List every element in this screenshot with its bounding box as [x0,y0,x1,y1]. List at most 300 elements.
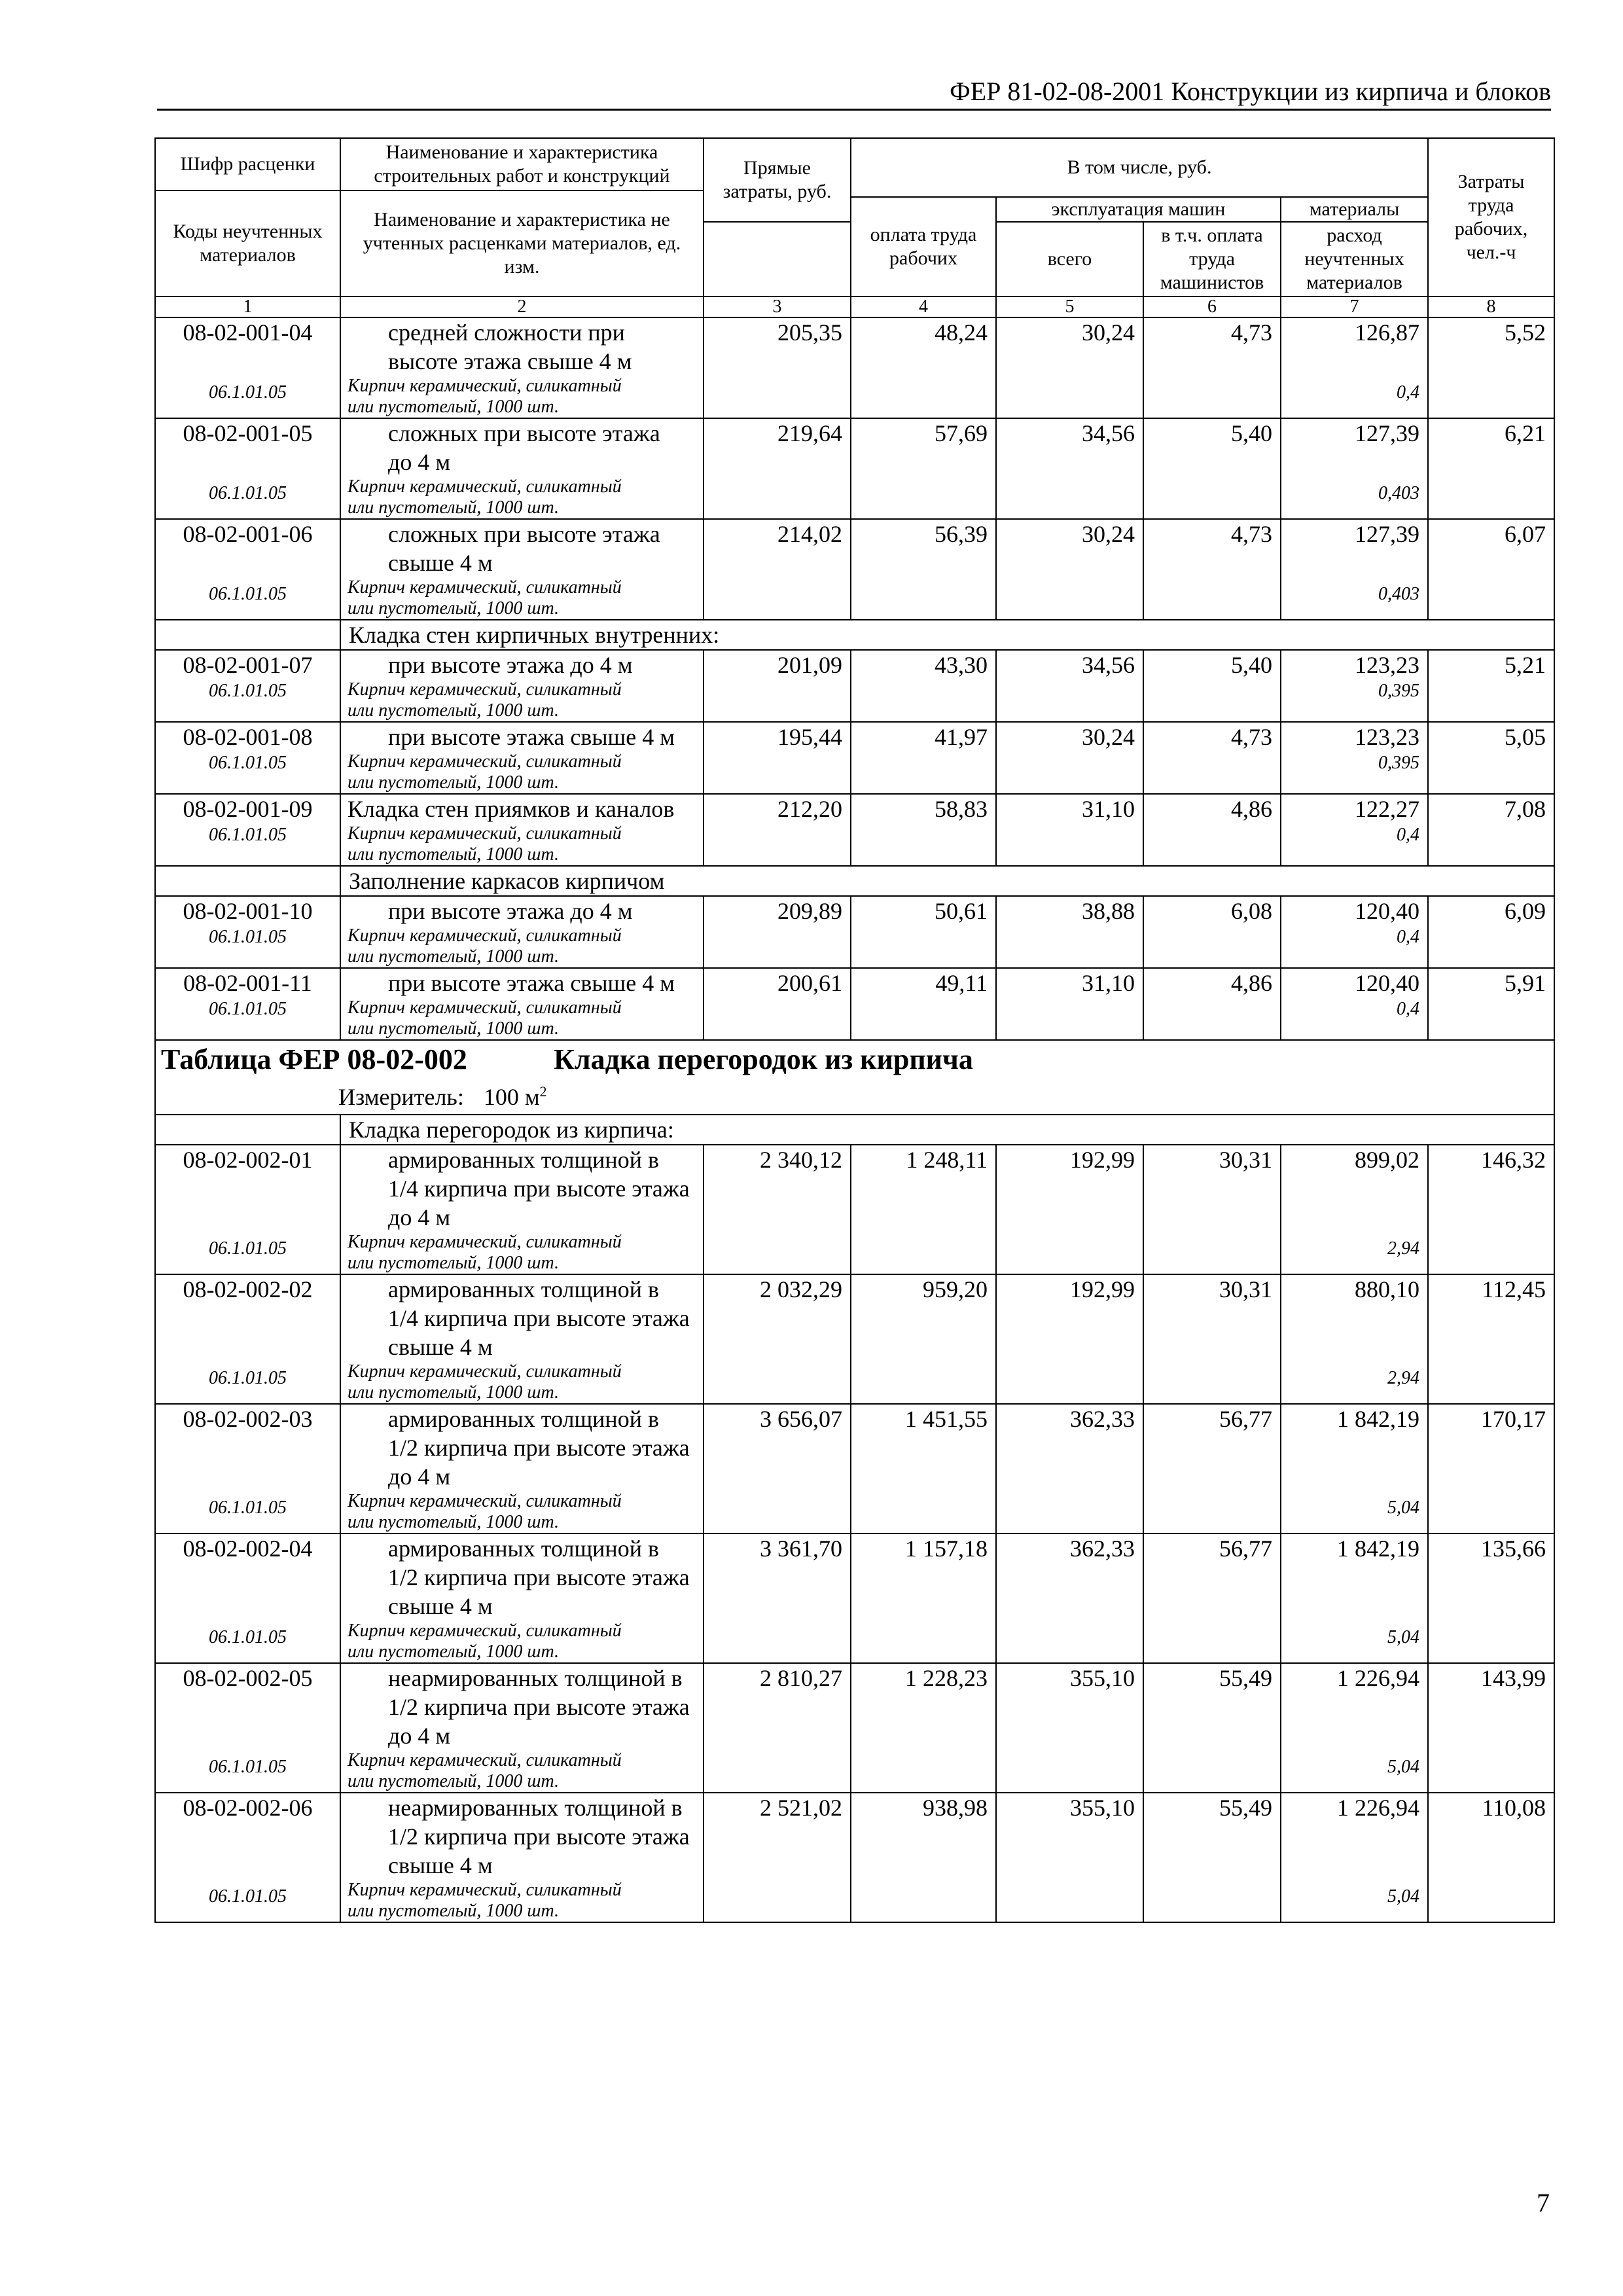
material-unit: или пустотелый, 1000 шт. [348,946,560,967]
header-materials: материалы [1281,197,1428,222]
header-labor: Затраты труда рабочих, чел.-ч [1428,138,1554,296]
material-name: Кирпич керамический, силикатный [348,925,622,946]
work-name-line: средней сложности при [388,319,625,346]
work-name-line: свыше 4 м [388,1852,493,1878]
rate-code-cell [155,1145,340,1274]
value: 6,21 [1505,420,1546,446]
work-description-cell [340,418,704,519]
materials-cell [1281,968,1428,1040]
table-row [155,1274,1554,1404]
header-codes-unaccounted: Коды неучтенных материалов [155,190,340,296]
work-description-cell [340,317,704,418]
table-row [155,1663,1554,1793]
value-c6 [1143,650,1281,722]
table-row [155,794,1554,866]
header-machines: эксплуатация машин [996,197,1281,222]
header-unaccounted-consumption: расход неучтенных материалов [1281,222,1428,296]
material-unit: или пустотелый, 1000 шт. [348,1512,560,1532]
value-c5 [996,519,1143,620]
table-row [155,722,1554,794]
column-numbers-row [155,296,1554,317]
value: 38,88 [1082,898,1135,924]
rate-code-cell [155,1404,340,1534]
material-name: Кирпич керамический, силикатный [348,679,622,700]
work-description-cell [340,1145,704,1274]
material-code: 06.1.01.05 [209,1498,287,1518]
material-unit: или пустотелый, 1000 шт. [348,844,560,865]
material-consumption: 0,403 [1378,483,1420,503]
value: 5,40 [1231,652,1272,678]
materials-value: 127,39 [1355,521,1420,547]
value: 5,21 [1505,652,1546,678]
value-c5 [996,418,1143,519]
material-unit: или пустотелый, 1000 шт. [348,598,560,619]
rate-code: 08-02-002-04 [183,1535,313,1562]
value: 30,24 [1082,724,1135,750]
value-c3 [704,896,851,968]
material-consumption: 5,04 [1387,1498,1420,1518]
material-code: 06.1.01.05 [209,1757,287,1777]
material-unit: или пустотелый, 1000 шт. [348,1382,560,1403]
materials-value: 120,40 [1355,898,1420,924]
value-c6 [1143,317,1281,418]
value: 30,24 [1082,319,1135,346]
work-description-cell [340,1793,704,1922]
column-number: 5 [996,296,1143,317]
value: 5,91 [1505,970,1546,996]
value-c3 [704,1534,851,1663]
material-code: 06.1.01.05 [209,753,287,773]
labor-value [1428,722,1554,794]
header-name-unaccounted: Наименование и характеристика не учтенных расценками материалов, ед. изм. [340,190,704,296]
table-label: Таблица ФЕР 08-02-002 [161,1043,467,1075]
rate-code: 08-02-001-11 [183,970,312,996]
value-c4 [851,519,996,620]
value: 2 810,27 [760,1665,842,1691]
labor-value [1428,317,1554,418]
value-c3 [704,418,851,519]
labor-value [1428,896,1554,968]
value-c4 [851,794,996,866]
value: 30,24 [1082,521,1135,547]
group-row [155,620,1554,650]
work-name-line: армированных толщиной в [388,1276,659,1302]
group-title: Кладка стен кирпичных внутренних: [340,620,1554,650]
materials-cell [1281,1663,1428,1793]
material-consumption: 0,4 [1397,382,1420,403]
material-unit: или пустотелый, 1000 шт. [348,700,560,721]
material-consumption: 0,4 [1397,999,1420,1019]
value-c3 [704,650,851,722]
rate-code: 08-02-001-08 [183,724,313,750]
value: 4,73 [1231,521,1272,547]
rate-code-cell [155,1534,340,1663]
material-unit: или пустотелый, 1000 шт. [348,1018,560,1039]
material-code: 06.1.01.05 [209,825,287,845]
value: 959,20 [923,1276,988,1302]
material-consumption: 0,4 [1397,825,1420,845]
material-code: 06.1.01.05 [209,1238,287,1259]
value-c4 [851,650,996,722]
material-name: Кирпич керамический, силикатный [348,1750,622,1770]
value-c4 [851,1793,996,1922]
value: 170,17 [1481,1406,1546,1432]
work-name-line: до 4 м [388,1204,451,1230]
value: 2 340,12 [760,1147,842,1173]
materials-value: 899,02 [1355,1147,1420,1173]
rate-code-cell [155,1663,340,1793]
rates-table [154,137,1555,1923]
work-name-line: при высоте этажа свыше 4 м [388,724,675,750]
column-number: 8 [1428,296,1554,317]
value: 209,89 [777,898,842,924]
table-row [155,1404,1554,1534]
value: 143,99 [1481,1665,1546,1691]
work-name-line: при высоте этажа до 4 м [388,652,633,678]
work-description-cell [340,1663,704,1793]
material-code: 06.1.01.05 [209,999,287,1019]
work-name-line: сложных при высоте этажа [388,521,660,547]
value-c4 [851,968,996,1040]
group-spacer [155,620,340,650]
materials-cell [1281,1793,1428,1922]
material-consumption: 0,395 [1378,753,1420,773]
header-wages: оплата труда рабочих [851,197,996,296]
value-c5 [996,1534,1143,1663]
rate-code-cell [155,896,340,968]
work-name-line: высоте этажа свыше 4 м [388,348,632,374]
value-c5 [996,896,1143,968]
value-c3 [704,794,851,866]
header-machinist-wages: в т.ч. оплата труда машинистов [1143,222,1281,296]
value: 355,10 [1070,1665,1135,1691]
labor-value [1428,1145,1554,1274]
page-number: 7 [1537,2188,1550,2217]
value-c6 [1143,418,1281,519]
group-row [155,1115,1554,1145]
value-c4 [851,1404,996,1534]
value-c3 [704,1274,851,1404]
labor-value [1428,1404,1554,1534]
work-name-line: свыше 4 м [388,550,493,576]
rate-code: 08-02-002-01 [183,1147,313,1173]
rate-code-cell [155,794,340,866]
materials-cell [1281,650,1428,722]
value-c5 [996,968,1143,1040]
value-c4 [851,1145,996,1274]
rate-code-cell [155,1793,340,1922]
value: 362,33 [1070,1406,1135,1432]
work-name-line: неармированных толщиной в [388,1795,683,1821]
document-title: ФЕР 81-02-08-2001 Конструкции из кирпича и блоков [950,77,1551,106]
work-name-line: при высоте этажа свыше 4 м [388,970,675,996]
measure-unit-sup: 2 [539,1083,547,1100]
materials-cell [1281,519,1428,620]
work-name-line: армированных толщиной в [388,1147,659,1173]
value: 56,77 [1219,1406,1272,1432]
work-description-cell [340,519,704,620]
material-name: Кирпич керамический, силикатный [348,376,622,396]
labor-value [1428,1534,1554,1663]
group-title: Заполнение каркасов кирпичом [340,866,1554,896]
value: 5,40 [1231,420,1272,446]
materials-value: 123,23 [1355,652,1420,678]
table-row [155,1534,1554,1663]
value: 30,31 [1219,1276,1272,1302]
value: 58,83 [935,796,988,822]
work-name-line: до 4 м [388,1723,451,1749]
work-description-cell [340,896,704,968]
work-description-cell [340,1404,704,1534]
value: 56,39 [935,521,988,547]
value: 1 451,55 [905,1406,988,1432]
rate-code: 08-02-002-06 [183,1795,313,1821]
materials-value: 123,23 [1355,724,1420,750]
materials-cell [1281,317,1428,418]
rate-code-cell [155,1274,340,1404]
value-c5 [996,722,1143,794]
work-name-line: 1/2 кирпича при высоте этажа [388,1564,690,1590]
value: 34,56 [1082,420,1135,446]
value: 1 248,11 [906,1147,988,1173]
work-description-cell [340,722,704,794]
material-consumption: 2,94 [1387,1238,1420,1259]
material-code: 06.1.01.05 [209,681,287,701]
work-name-line: 1/4 кирпича при высоте этажа [388,1305,690,1331]
measure-value: 100 м [483,1084,540,1110]
value: 201,09 [777,652,842,678]
value-c6 [1143,1663,1281,1793]
materials-cell [1281,794,1428,866]
materials-cell [1281,1534,1428,1663]
value: 192,99 [1070,1147,1135,1173]
value-c6 [1143,1404,1281,1534]
material-code: 06.1.01.05 [209,584,287,604]
table-row [155,1145,1554,1274]
material-consumption: 0,4 [1397,927,1420,947]
rate-code-cell [155,722,340,794]
table-title-row [155,1040,1554,1115]
value: 1 157,18 [905,1535,988,1562]
material-consumption: 5,04 [1387,1886,1420,1907]
value: 3 361,70 [760,1535,842,1562]
value-c5 [996,1404,1143,1534]
value: 55,49 [1219,1665,1272,1691]
header-direct-costs: Прямые затраты, руб. [704,138,851,222]
value-c6 [1143,968,1281,1040]
group-spacer [155,1115,340,1145]
value: 31,10 [1082,796,1135,822]
material-consumption: 2,94 [1387,1368,1420,1388]
value: 192,99 [1070,1276,1135,1302]
value: 212,20 [777,796,842,822]
value: 4,73 [1231,724,1272,750]
materials-value: 1 842,19 [1337,1406,1420,1432]
materials-cell [1281,722,1428,794]
labor-value [1428,968,1554,1040]
value: 219,64 [777,420,842,446]
value-c3 [704,1793,851,1922]
work-name-line: свыше 4 м [388,1593,493,1619]
value-c4 [851,722,996,794]
value-c5 [996,317,1143,418]
value-c4 [851,317,996,418]
material-code: 06.1.01.05 [209,1368,287,1388]
value-c3 [704,1145,851,1274]
value: 4,73 [1231,319,1272,346]
material-name: Кирпич керамический, силикатный [348,577,622,598]
labor-value [1428,418,1554,519]
header-direct-costs-cont [704,222,851,296]
material-name: Кирпич керамический, силикатный [348,476,622,497]
value: 205,35 [777,319,842,346]
value: 2 521,02 [760,1795,842,1821]
value-c6 [1143,794,1281,866]
header-machines-total: всего [996,222,1143,296]
value: 7,08 [1505,796,1546,822]
value: 4,86 [1231,970,1272,996]
value: 43,30 [935,652,988,678]
material-code: 06.1.01.05 [209,1886,287,1907]
rate-code: 08-02-002-02 [183,1276,313,1302]
materials-cell [1281,1404,1428,1534]
work-description-cell [340,1274,704,1404]
materials-value: 127,39 [1355,420,1420,446]
work-name-line: Кладка стен приямков и каналов [348,796,675,822]
table-row [155,968,1554,1040]
materials-value: 126,87 [1355,319,1420,346]
work-name-line: 1/2 кирпича при высоте этажа [388,1823,690,1850]
materials-value: 122,27 [1355,796,1420,822]
work-name-line: армированных толщиной в [388,1535,659,1562]
value-c3 [704,1404,851,1534]
value: 355,10 [1070,1795,1135,1821]
rate-code-cell [155,418,340,519]
material-consumption: 0,395 [1378,681,1420,701]
value: 3 656,07 [760,1406,842,1432]
materials-value: 120,40 [1355,970,1420,996]
value-c6 [1143,1534,1281,1663]
work-name-line: армированных толщиной в [388,1406,659,1432]
rate-code: 08-02-002-03 [183,1406,313,1432]
group-row [155,866,1554,896]
rate-code-cell [155,519,340,620]
material-unit: или пустотелый, 1000 шт. [348,1901,560,1921]
value-c5 [996,1145,1143,1274]
value-c5 [996,650,1143,722]
value: 6,08 [1231,898,1272,924]
value-c3 [704,1663,851,1793]
material-unit: или пустотелый, 1000 шт. [348,1771,560,1791]
rate-code: 08-02-002-05 [183,1665,313,1691]
value-c6 [1143,722,1281,794]
header-name: Наименование и характеристика строительных работ и конструкций [340,138,704,190]
value: 938,98 [923,1795,988,1821]
table-title: Кладка перегородок из кирпича [554,1043,973,1075]
value: 30,31 [1219,1147,1272,1173]
material-unit: или пустотелый, 1000 шт. [348,1641,560,1662]
rate-code: 08-02-001-04 [183,319,313,346]
value: 362,33 [1070,1535,1135,1562]
rate-code: 08-02-001-09 [183,796,313,822]
table-row [155,418,1554,519]
value: 34,56 [1082,652,1135,678]
work-name-line: 1/4 кирпича при высоте этажа [388,1175,690,1202]
material-unit: или пустотелый, 1000 шт. [348,1253,560,1273]
value: 135,66 [1481,1535,1546,1562]
value: 31,10 [1082,970,1135,996]
rate-code: 08-02-001-05 [183,420,313,446]
value-c5 [996,794,1143,866]
table-row [155,896,1554,968]
materials-value: 880,10 [1355,1276,1420,1302]
materials-cell [1281,896,1428,968]
rate-code: 08-02-001-07 [183,652,313,678]
value-c4 [851,1534,996,1663]
column-number: 2 [340,296,704,317]
value-c3 [704,722,851,794]
value-c3 [704,317,851,418]
value: 5,52 [1505,319,1546,346]
value-c6 [1143,896,1281,968]
rate-code-cell [155,968,340,1040]
value: 5,05 [1505,724,1546,750]
column-number: 4 [851,296,996,317]
work-description-cell [340,1534,704,1663]
material-name: Кирпич керамический, силикатный [348,1361,622,1382]
value: 1 228,23 [905,1665,988,1691]
value-c6 [1143,1793,1281,1922]
materials-value: 1 226,94 [1337,1665,1420,1691]
value: 6,09 [1505,898,1546,924]
table-row [155,317,1554,418]
labor-value [1428,794,1554,866]
labor-value [1428,650,1554,722]
work-name-line: 1/2 кирпича при высоте этажа [388,1694,690,1720]
value-c6 [1143,1145,1281,1274]
rate-code-cell [155,317,340,418]
material-name: Кирпич керамический, силикатный [348,751,622,772]
material-unit: или пустотелый, 1000 шт. [348,397,560,417]
rate-code: 08-02-001-06 [183,521,313,547]
material-consumption: 5,04 [1387,1757,1420,1777]
work-name-line: 1/2 кирпича при высоте этажа [388,1435,690,1461]
value: 110,08 [1482,1795,1546,1821]
value-c3 [704,519,851,620]
material-name: Кирпич керамический, силикатный [348,1232,622,1252]
header-cipher: Шифр расценки [155,138,340,190]
value: 214,02 [777,521,842,547]
table-title-cell [155,1040,1554,1115]
material-unit: или пустотелый, 1000 шт. [348,772,560,793]
materials-value: 1 226,94 [1337,1795,1420,1821]
material-code: 06.1.01.05 [209,382,287,403]
value: 56,77 [1219,1535,1272,1562]
material-consumption: 5,04 [1387,1627,1420,1647]
work-name-line: при высоте этажа до 4 м [388,898,633,924]
work-name-line: неармированных толщиной в [388,1665,683,1691]
value: 50,61 [935,898,988,924]
column-number: 7 [1281,296,1428,317]
material-name: Кирпич керамический, силикатный [348,997,622,1018]
value: 2 032,29 [760,1276,842,1302]
column-number: 3 [704,296,851,317]
value: 48,24 [935,319,988,346]
material-code: 06.1.01.05 [209,483,287,503]
material-name: Кирпич керамический, силикатный [348,823,622,844]
material-code: 06.1.01.05 [209,1627,287,1647]
value-c4 [851,896,996,968]
